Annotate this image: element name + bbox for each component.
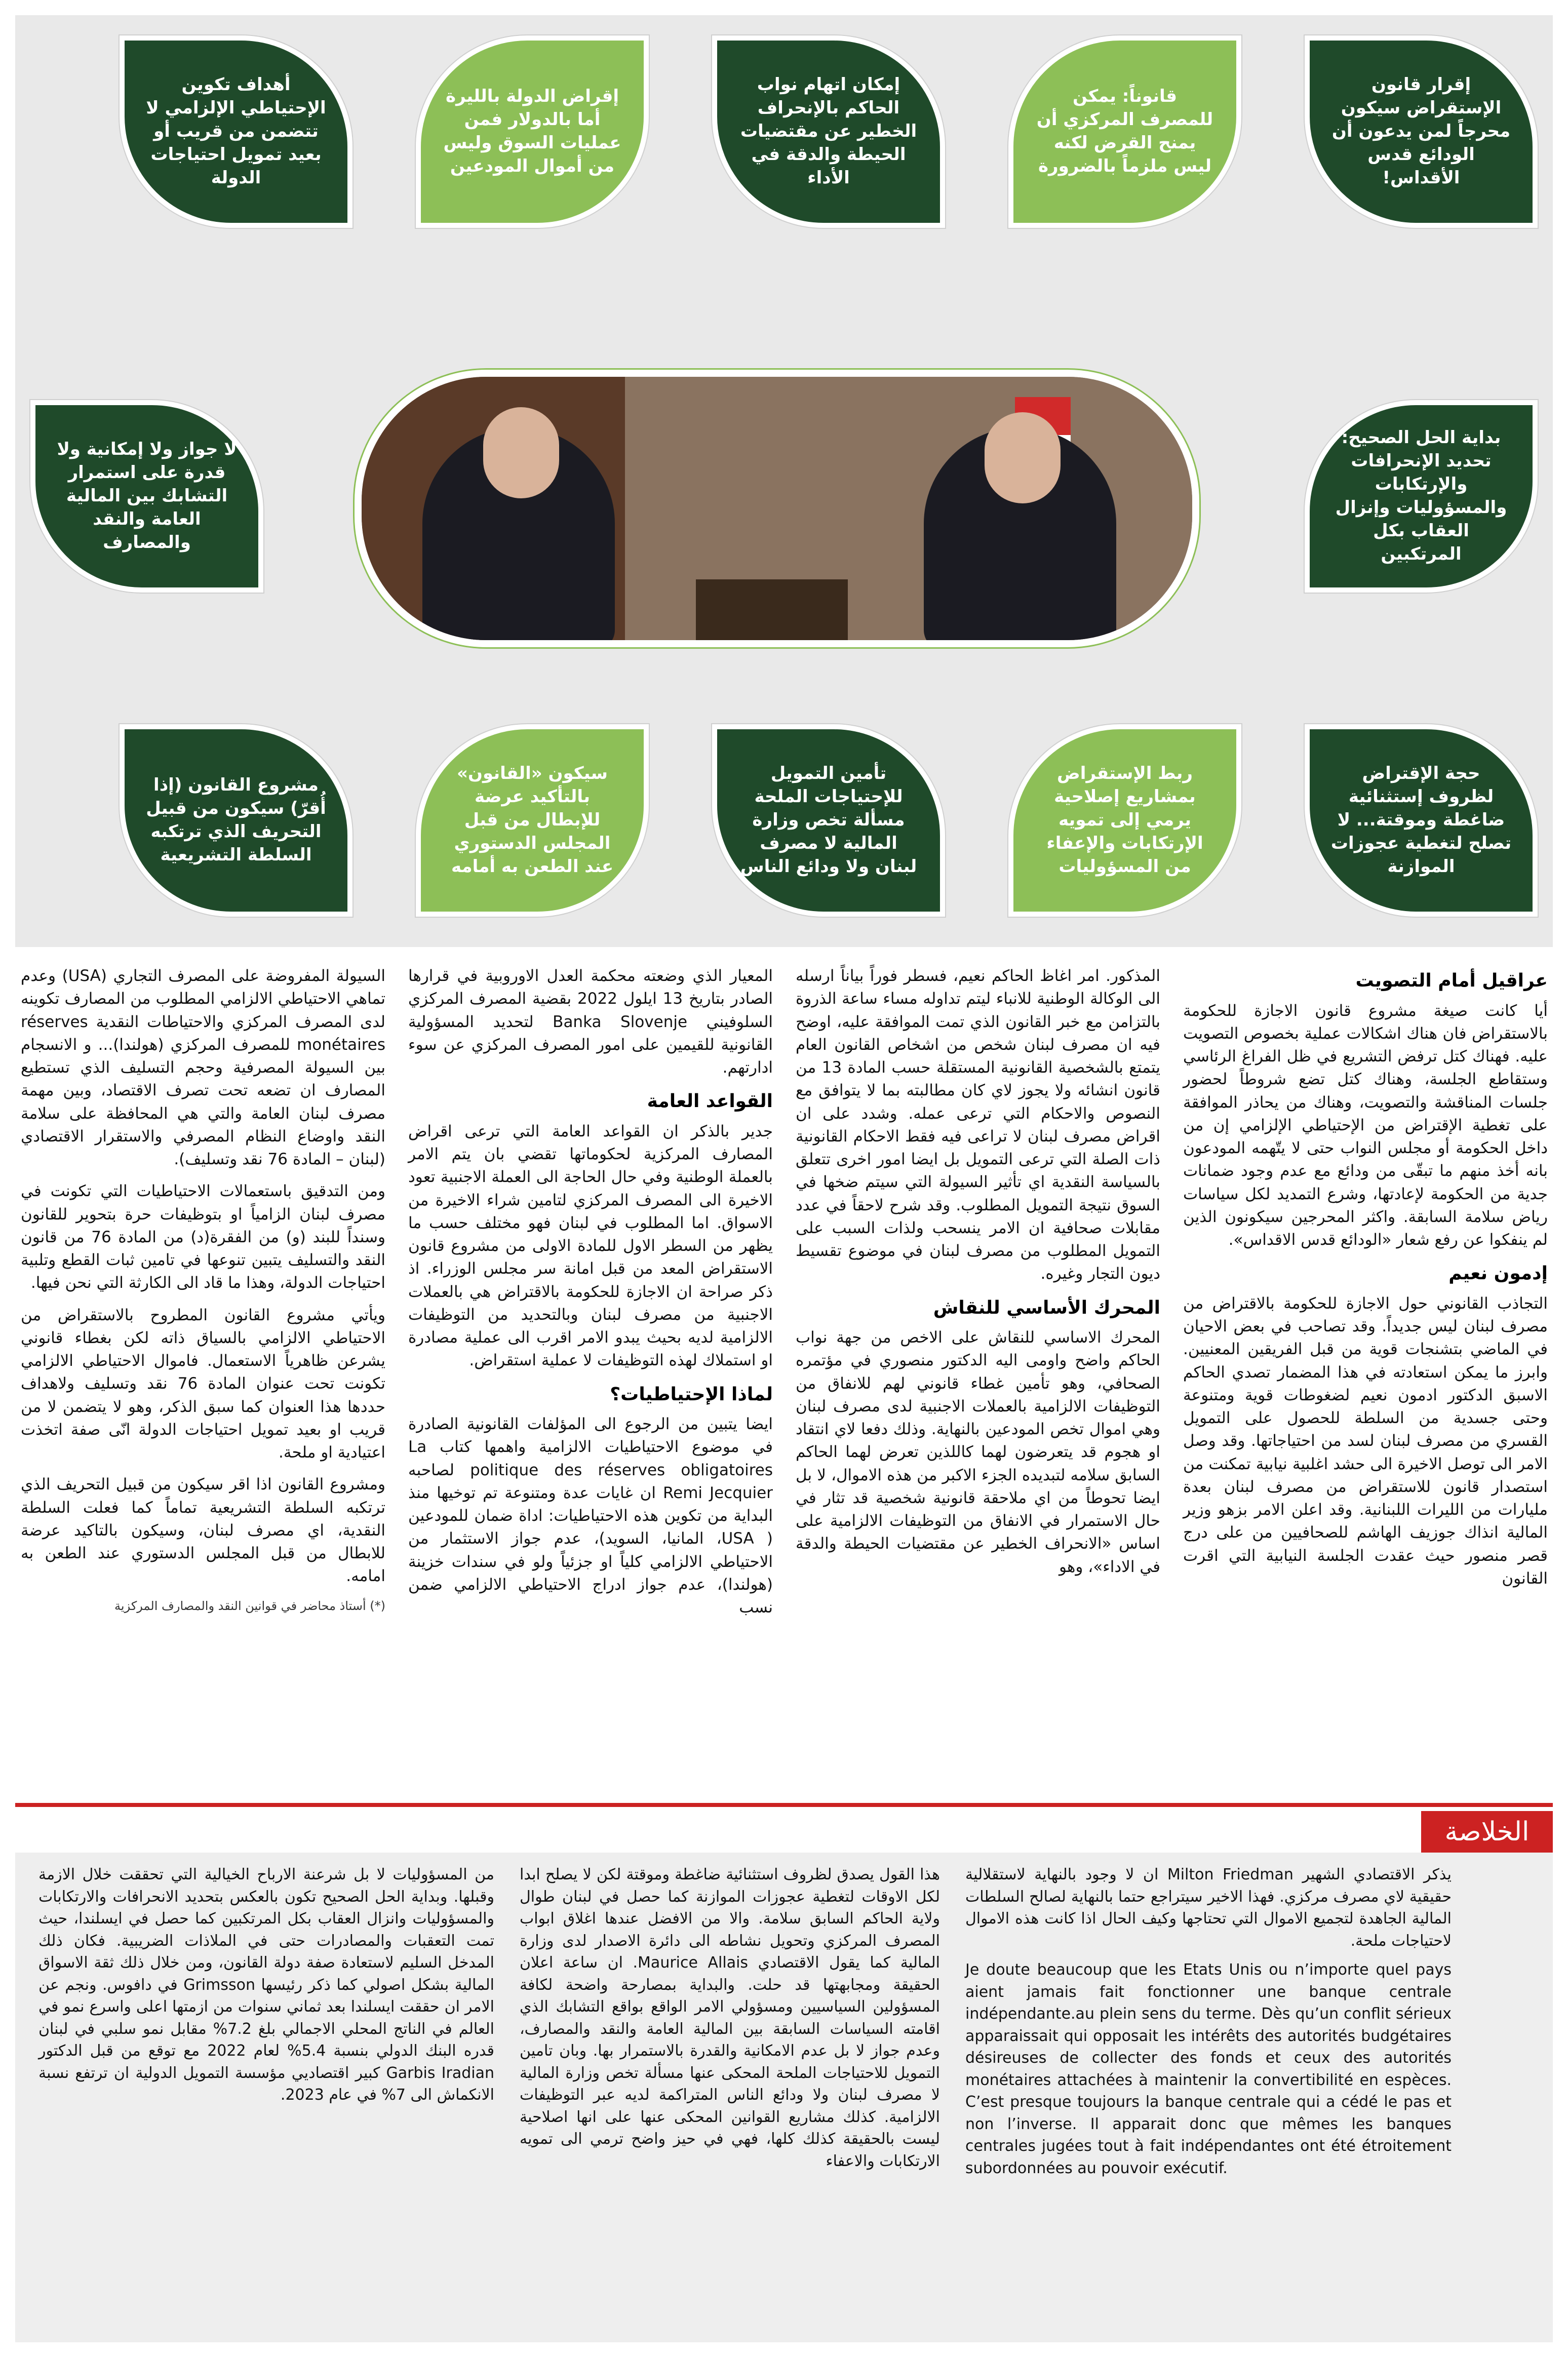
paragraph: المحرك الاساسي للنقاش على الاخص من جهة نواب الحاكم واضح واومى اليه الدكتور منصوري في مؤتمره الصحافي، وهو تأمين غطاء قانوني لهم للانفاق من التوظيفات الالزامية بالعملات الاجنبية لدى مصرف لبنان وهي اموال تخص المودعين بالنهاية. وذلك دفعا لاي انتقاد او هجوم قد يتعرضون لهما كاللذين تعرض لهما الحاكم السابق سلامه لتبديده الجزء الاكبر من هذه الاموال، لا بل ايضا تحوطاً من اي ملاحقة قانونية شخصية قد تثار في حال الاستمرار في الانفاق من التوظيفات الالزامية على اساس «الانحراف الخطير عن مقتضيات الحيطة والدقة في الاداء»، وهو — [796, 1328, 1160, 1576]
article-column-4 — [21, 965, 385, 1615]
infographic-leaf-top-3: إمكان اتهام نواب الحاكم بالإنحراف الخطير عن مقتضيات الحيطة والدقة في الأداء — [712, 35, 945, 228]
infographic-leaf-bottom-3: تأمين التمويل للإحتياجات الملحة مسألة تخص وزارة المالية لا مصرف لبنان ولا ودائع الناس — [712, 724, 945, 917]
paragraph: ايضا يتبين من الرجوع الى المؤلفات القانونية الصادرة في موضوع الاحتياطيات الالزامية واهمها كتاب La politique des réserves obligatoires لصاحبه Remi Jecquier ان غايات عدة ومتنوعة تم توخيها منذ البداية من تكوين هذه الاحتياطيات: اداة ضمان للمودعين ( USA، المانيا، السويد)، عدم جواز الاستثمار من الاحتياطي الالزامي كلياً او جزئياً ولو في سندات خزينة (هولندا)، عدم جواز ادراج الاحتياطي الالزامي ضمن نسب — [408, 1415, 773, 1617]
summary-title: الخلاصة — [1421, 1811, 1553, 1853]
section-heading: إدمون نعيم — [1448, 1263, 1548, 1284]
paragraph: المذكور. امر اغاظ الحاكم نعيم، فسطر فوراً بياناً ارسله الى الوكالة الوطنية للانباء ليتم تداوله مساء ساعة الذروة بالتزامن مع خبر القانون الذي تمت الموافقة عليه، اوضح فيه ان مصرف لبنان شخص من اشخاص القانون العام يتمتع بالشخصية القانونية المستقلة حسب المادة 13 من قانون انشائه ولا يجوز لاي كان مطالبته بما لا يتوافق مع النصوص والاحكام التي ترعى عمله. وشدد على ان اقراض مصرف لبنان لا تراعى فيه فقط الاحكام القانونية ذات الصلة التي ترعى التمويل بل ايضا امور اخرى تتعلق بالسياسة النقدية اي تأثير السيولة التي سيتم ضخها في السوق نتيجة التمويل المطلوب. وقد شرح لاحقاً في عدد مقابلات صحافية ان الامر ينسحب ولذات السبب على التمويل المطلوب من مصرف لبنان في موضوع تقسيط ديون التجار وغيره. — [796, 967, 1160, 1283]
meeting-photo — [355, 370, 1199, 647]
article-column-2 — [796, 965, 1160, 1588]
photo-head-left — [483, 407, 559, 498]
article-column-3 — [408, 965, 773, 1628]
summary-box — [15, 1803, 1553, 2342]
infographic-leaf-top-1: إقرار قانون الإستقراض سيكون محرجاً لمن يدعون أن الودائع قدس الأقداس! — [1305, 35, 1538, 228]
paragraph: المعيار الذي وضعته محكمة العدل الاوروبية في قرارها الصادر بتاريخ 13 ايلول 2022 بقضية المصرف المركزي السلوفيني Banka Slovenje لتحديد المسؤولية القانونية للقيمين على امور المصرف المركزي عن سوء ادارتهم. — [408, 967, 773, 1077]
paragraph: يذكر الاقتصادي الشهير Milton Friedman ان لا وجود بالنهاية لاستقلالية حقيقية لاي مصرف مركزي. فهذا الاخير سيتراجع حتما بالنهاية لصالح السلطات المالية الجاهدة لتجميع الاموال التي تحتاجها وكيف الحال اذا كانت هذه الاموال لاحتياجات ملحة. — [965, 1866, 1452, 1950]
article-body — [20, 965, 1548, 1785]
paragraph: من المسؤوليات لا بل شرعنة الارباح الخيالية التي تحققت خلال الازمة وقبلها. وبداية الحل الصحيح تكون بالعكس بتحديد الانحرافات والارتكابات والمسؤوليات وانزال العقاب بكل المرتكبين كما حصل في ايسلندا، حيث تمت التعقبات والمصادرات حتى في الملاذات الضريبية. فكان ذلك المدخل السليم لاستعادة صفة دولة القانون، ومن خلال ذلك ثقة الاسواق المالية بشكل اصولي كما ذكر رئيسها Grimsson في دافوس. ونجم عن الامر ان حققت ايسلندا بعد ثماني سنوات من ازمتها اعلى واسرع نمو في العالم في الناتج المحلي الاجمالي بلغ 7.2% مقابل نمو سلبي في لبنان قدره البنك الدولي بنسبة 5.4% لعام 2022 مع توقع من قبل الدكتور Garbis Iradian كبير اقتصاديي مؤسسة التمويل الدولية ان ترتفع نسبة الانكماش الى 7% في عام 2023. — [38, 1866, 495, 2104]
french-quote: Je doute beaucoup que les Etats Unis ou n’importe quel pays aient jamais fait fonctionner une banque centrale indépendante.au plein sens du terme. Dès qu’un conflit sérieux apparaissait qui opposait les intérêts des autorités budgétaires désireuses de collecter des fonds et ceux des autorités monétaires attachées à maintenir la convertibilité en espèces. C’est presque toujours la banque centrale qui a cédé le pas et non l’inverse. Il apparait donc que mêmes les banques centrales jugées tout à fait indépendantes ont été étroitement subordonnées au pouvoir exécutif. — [965, 1961, 1452, 2177]
section-heading: لماذا الإحتياطيات؟ — [610, 1384, 773, 1405]
infographic-leaf-top-5: أهداف تكوين الإحتياطي الإلزامي لا تتضمن من قريب أو بعيد تمويل احتياجات الدولة — [120, 35, 352, 228]
infographic-leaf-bottom-1: حجة الإقتراض لظروف إستثنائية ضاغطة وموقتة... لا تصلح لتغطية عجوزات الموازنة — [1305, 724, 1538, 917]
section-heading: عراقيل أمام التصويت — [1355, 970, 1548, 991]
section-heading: المحرك الأساسي للنقاش — [933, 1297, 1160, 1318]
author-footnote: (*) أستاذ محاضر في قوانين النقد والمصارف المركزية — [114, 1598, 385, 1613]
paragraph: أيا كانت صيغة مشروع قانون الاجازة للحكومة بالاستقراض فان هناك اشكالات عملية بخصوص التصويت عليه. فهناك كتل ترفض التشريع في ظل الفراغ الرئاسي وستقاطع الجلسة، وهناك كتل تضع شروطاً لحضور جلسات المناقشة والتصويت، وهناك من يحاذر الموافقة على تغطية الإقتراض من الإحتياطي الإلزامي إن من داخل الحكومة أو مجلس النواب حتى لا يتّهمه المودعون بانه أخذ منهم ما تبقّى من ودائع مع عدم وجود ضمانات جدية من الحكومة لإعادتها، وشرع التمديد لكل سياسات رياض سلامة السابقة. واكثر المحرجين سيكونون الذين لم ينفكوا عن رفع شعار «الودائع قدس الاقداس». — [1183, 1001, 1548, 1249]
paragraph: ويأتي مشروع القانون المطروح بالاستقراض من الاحتياطي الالزامي بالسياق ذاته لكن بغطاء قانوني يشرعن ظاهرياً الاستعمال. فاموال الاحتياطي الالزامي تكونت تحت عنوان المادة 76 نقد وتسليف ولاهداف حددها هذا العنوان كما سبق الذكر، وهو لا يتضمن لا من قريب او بعيد تمويل احتياجات الدولة انّى صفة اتخذت اعتيادية او ملحة. — [21, 1306, 385, 1462]
infographic-leaf-bottom-5: مشروع القانون (إذا أُقرّ) سيكون من قبيل التحريف الذي ترتكبه السلطة التشريعية — [120, 724, 352, 917]
article-column-1 — [1183, 965, 1548, 1599]
paragraph: ومشروع القانون اذا اقر سيكون من قبيل التحريف الذي ترتكبه السلطة التشريعية تماماً كما فعلت السلطة النقدية، اي مصرف لبنان، وسيكون بالتاكيد عرضة للابطال من قبل المجلس الدستوري عند الطعن به امامه. — [21, 1475, 385, 1586]
infographic-leaf-middle-left: لا جواز ولا إمكانية ولا قدرة على استمرار التشابك بين المالية العامة والنقد والمصارف — [30, 400, 263, 593]
summary-column-2 — [520, 1864, 940, 2172]
photo-table — [696, 579, 848, 640]
summary-column-1 — [965, 1864, 1452, 2179]
paragraph: جدير بالذكر ان القواعد العامة التي ترعى اقراض المصارف المركزية لحكوماتها تقضي بان يتم الامر بالعملة الوطنية وفي حال الحاجة الى العملة الاجنبية تعود الاخيرة الى المصرف المركزي لتامين شراء الاخيرة من الاسواق. اما المطلوب في لبنان فهو مختلف حسب ما يظهر من السطر الاول للمادة الاولى من مشروع قانون الاستقراض المعد من قبل امانة سر مجلس الوزراء. اذ ذكر صراحة ان الاجازة للحكومة بالاقتراض هي بالعملات الاجنبية من مصرف لبنان وبالتحديد من التوظيفات الالزامية لديه بحيث يبدو الامر اقرب الى عملية مصادرة او استملاك لهذه التوظيفات لا عملية استقراض. — [408, 1122, 773, 1370]
paragraph: هذا القول يصدق لظروف استثنائية ضاغطة وموقتة لكن لا يصلح ابدا لكل الاوقات لتغطية عجوزات الموازنة كما حصل في لبنان طوال ولاية الحاكم السابق سلامة. والا من الافضل عندها اغلاق ابواب المصرف المركزي وتحويل نشاطه الى دائرة الاصدار لدى وزارة المالية كما يقول الاقتصادي Maurice Allais. ان ساعة اعلان الحقيقة ومجابهتها قد حلت. والبداية بمصارحة واضحة لكافة المسؤولين السياسيين ومسؤولي الامر الواقع بواقع التشابك الذي اقامته السياسات السابقة بين المالية العامة والنقد والمصارف، وعدم جواز لا بل عدم الامكانية والقدرة بالاستمرار بها. وبان تامين التمويل للاحتياجات الملحة المحكى عنها مسألة تخص وزارة المالية لا مصرف لبنان ولا ودائع الناس المتراكمة لديه عبر التوظيفات الالزامية. كذلك مشاريع القوانين المحكى عنها على انها اصلاحية ليست بالحقيقة كذلك كلها، فهي في حيز واضح ترمي الى تمويه الارتكابات والاعفاء — [520, 1866, 940, 2170]
section-heading: القواعد العامة — [647, 1091, 773, 1112]
paragraph: التجاذب القانوني حول الاجازة للحكومة بالاقتراض من مصرف لبنان ليس جديداً. وقد تصاحب في بعض الاحيان في الماضي بتشنجات قوية من قبل الفريقين المعنيين. وابرز ما يمكن استعادته في هذا المضمار تصدي الحاكم الاسبق الدكتور ادمون نعيم لضغوطات قوية ومتنوعة وحتى جسدية من السلطة للحصول على التمويل القسري من مصرف لبنان لسد من احتياجاتها. وقد وصل الامر الى توصل الاخيرة الى حشد اغلبية نيابية تمكنت من استصدار قانون للاستقراض من مصرف لبنان بعدة مليارات من الليرات اللبنانية. وقد اعلن الامر بزهو وزير المالية انذاك جوزيف الهاشم للصحافيين من على درج قصر منصور حيث عقدت الجلسة النيابية التي اقرت القانون — [1183, 1294, 1548, 1588]
infographic — [15, 15, 1553, 947]
infographic-leaf-top-2: قانوناً: يمكن للمصرف المركزي أن يمنح القرض لكنه ليس ملزماً بالضرورة — [1008, 35, 1241, 228]
summary-header-bar — [15, 1803, 1553, 1853]
paragraph: السيولة المفروضة على المصرف التجاري (USA) وعدم تماهي الاحتياطي الالزامي المطلوب من المصارف تكوينه لدى المصرف المركزي والاحتياطات النقدية réserves monétaires للمصرف المركزي (هولندا)... و الانسجام بين السيولة المصرفية وحجم التسليف الذي تستطيع المصارف ان تضعه تحت تصرف الاقتصاد، وبين مهمة مصرف لبنان العامة والتي هي المحافظة على سلامة النقد واوضاع النظام المصرفي والاستقرار الاقتصادي (لبنان – المادة 76 نقد وتسليف). — [21, 967, 385, 1168]
infographic-leaf-top-4: إقراض الدولة بالليرة أما بالدولار فمن عمليات السوق وليس من أموال المودعين — [416, 35, 649, 228]
paragraph: ومن التدقيق باستعمالات الاحتياطيات التي تكونت في مصرف لبنان الزامياً او بتوظيفات حرة بتحوير للقانون وسنداً للبند (و) من الفقرة(د) من المادة 76 من قانون النقد والتسليف يتبين تنوعها في تامين ثبات القطع وتلبية احتياجات الدولة، وهذا ما قاد الى الكارثة التي نحن فيها. — [21, 1182, 385, 1292]
infographic-leaf-bottom-2: ربط الإستقراض بمشاريع إصلاحية يرمي إلى تمويه الإرتكابات والإعفاء من المسؤوليات — [1008, 724, 1241, 917]
infographic-leaf-bottom-4: سيكون «القانون» بالتأكيد عرضة للإبطال من قبل المجلس الدستوري عند الطعن به أمامه — [416, 724, 649, 917]
infographic-leaf-middle-right: بداية الحل الصحيح: تحديد الإنحرافات والإرتكابات والمسؤوليات وإنزال العقاب بكل المرتكبين — [1305, 400, 1538, 593]
summary-column-3 — [38, 1864, 494, 2106]
photo-head-right — [985, 412, 1061, 503]
